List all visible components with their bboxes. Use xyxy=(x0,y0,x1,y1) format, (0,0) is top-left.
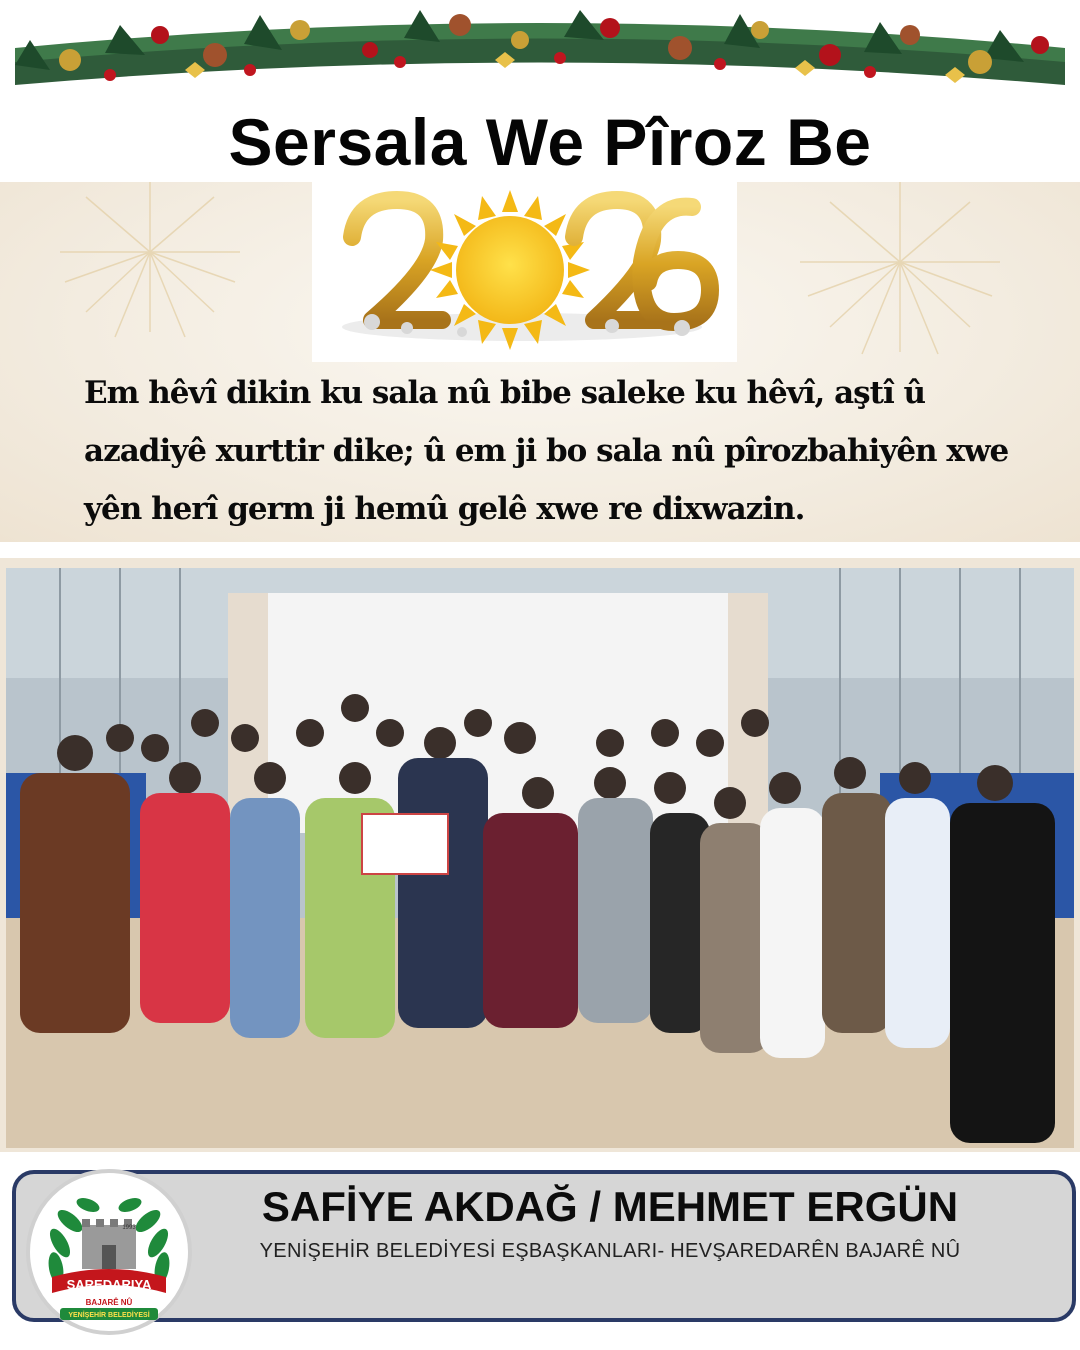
year-2026-graphic xyxy=(312,182,737,362)
greeting-panel xyxy=(0,182,1080,542)
co-mayors-names: SAFİYE AKDAĞ / MEHMET ERGÜN xyxy=(261,1183,959,1230)
christmas-garland-decoration xyxy=(0,0,1080,100)
page-title: Sersala We Pîroz Be xyxy=(228,105,872,179)
municipality-logo xyxy=(26,1169,192,1335)
logo-top-text: ŞAREDARIYA xyxy=(66,1277,152,1292)
logo-middle-text: BAJARÊ NÛ xyxy=(85,1298,133,1307)
digit-6 xyxy=(641,207,710,322)
co-mayors-subtitle: YENİŞEHİR BELEDİYESİ EŞBAŞKANLARI- HEVŞAREDARÊN BAJARÊ NÛ xyxy=(259,1240,961,1262)
logo-year-text: 1993 xyxy=(122,1225,136,1231)
group-photo xyxy=(0,558,1080,1152)
greeting-message: Em hêvî dikin ku sala nû bibe saleke ku hêvî, aştî û azadiyê xurttir dike; û em ji bo sala nû pîrozbahiyên xwe yên herî germ ji hemû gelê xwe re dixwazin. xyxy=(84,375,1009,527)
digit-2-left xyxy=(352,200,442,320)
logo-bottom-text: YENİŞEHİR BELEDİYESİ xyxy=(68,1312,150,1319)
